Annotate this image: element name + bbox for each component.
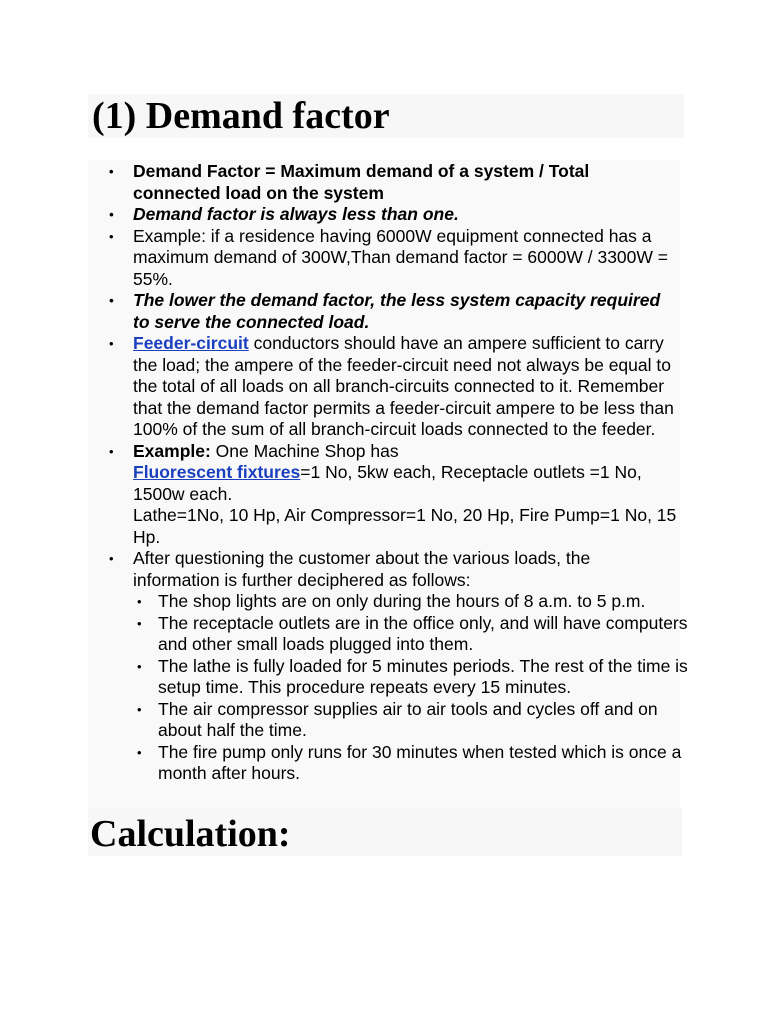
- questioning-text: After questioning the customer about the various loads, the information is further deciphered as follows:: [133, 548, 591, 590]
- feeder-circuit-text: conductors should have an ampere sufficient to carry the load; the ampere of the feeder-circuit need not always be equal to the total of all loads on all branch-circuits connected to it. Remember that the demand factor permits a feeder-circuit ampere to be less than 100% of the sum of all branch-circuit loads connected to the feeder.: [133, 333, 674, 439]
- calculation-band: [88, 808, 682, 856]
- sub-item-fire-pump: • The fire pump only runs for 30 minutes when tested which is once a month after hours.: [133, 742, 688, 785]
- page-title: (1) Demand factor: [92, 95, 390, 137]
- list-item-less-than-one: • Demand factor is always less than one.: [88, 204, 681, 226]
- list-item-definition: • Demand Factor = Maximum demand of a system / Total connected load on the system: [88, 161, 681, 204]
- list-item-machine-shop: [88, 441, 681, 549]
- sub-bullet-list: [133, 591, 688, 785]
- feeder-circuit-link[interactable]: Feeder-circuit: [133, 333, 249, 353]
- sub-item-lathe: • The lathe is fully loaded for 5 minutes periods. The rest of the time is setup time. This procedure repeats every 15 minutes.: [133, 656, 688, 699]
- sub-item-shop-lights: • The shop lights are on only during the hours of 8 a.m. to 5 p.m.: [133, 591, 688, 613]
- equipment-text: Lathe=1No, 10 Hp, Air Compressor=1 No, 20 Hp, Fire Pump=1 No, 15 Hp.: [133, 505, 677, 547]
- example-label: Example:: [133, 440, 211, 461]
- list-item-questioning: [88, 548, 688, 785]
- bullet-list: [88, 161, 688, 785]
- fluorescent-fixtures-link[interactable]: Fluorescent fixtures: [133, 462, 301, 482]
- calculation-heading: Calculation:: [90, 813, 291, 855]
- list-item-lower-factor: • The lower the demand factor, the less system capacity required to serve the connected load.: [88, 290, 681, 333]
- list-item-feeder-circuit: [88, 333, 681, 441]
- sub-item-air-compressor: • The air compressor supplies air to air tools and cycles off and on about half the time.: [133, 699, 688, 742]
- title-band: [88, 94, 684, 138]
- list-item-example-residence: • Example: if a residence having 6000W equipment connected has a maximum demand of 300W,Than demand factor = 6000W / 3300W = 55%.: [88, 226, 681, 291]
- sub-item-receptacles: • The receptacle outlets are in the office only, and will have computers and other small loads plugged into them.: [133, 613, 688, 656]
- fixtures-text: =1 No, 5kw each, Receptacle outlets =1 No, 1500w each.: [133, 462, 642, 504]
- machine-shop-text: One Machine Shop has: [210, 440, 399, 461]
